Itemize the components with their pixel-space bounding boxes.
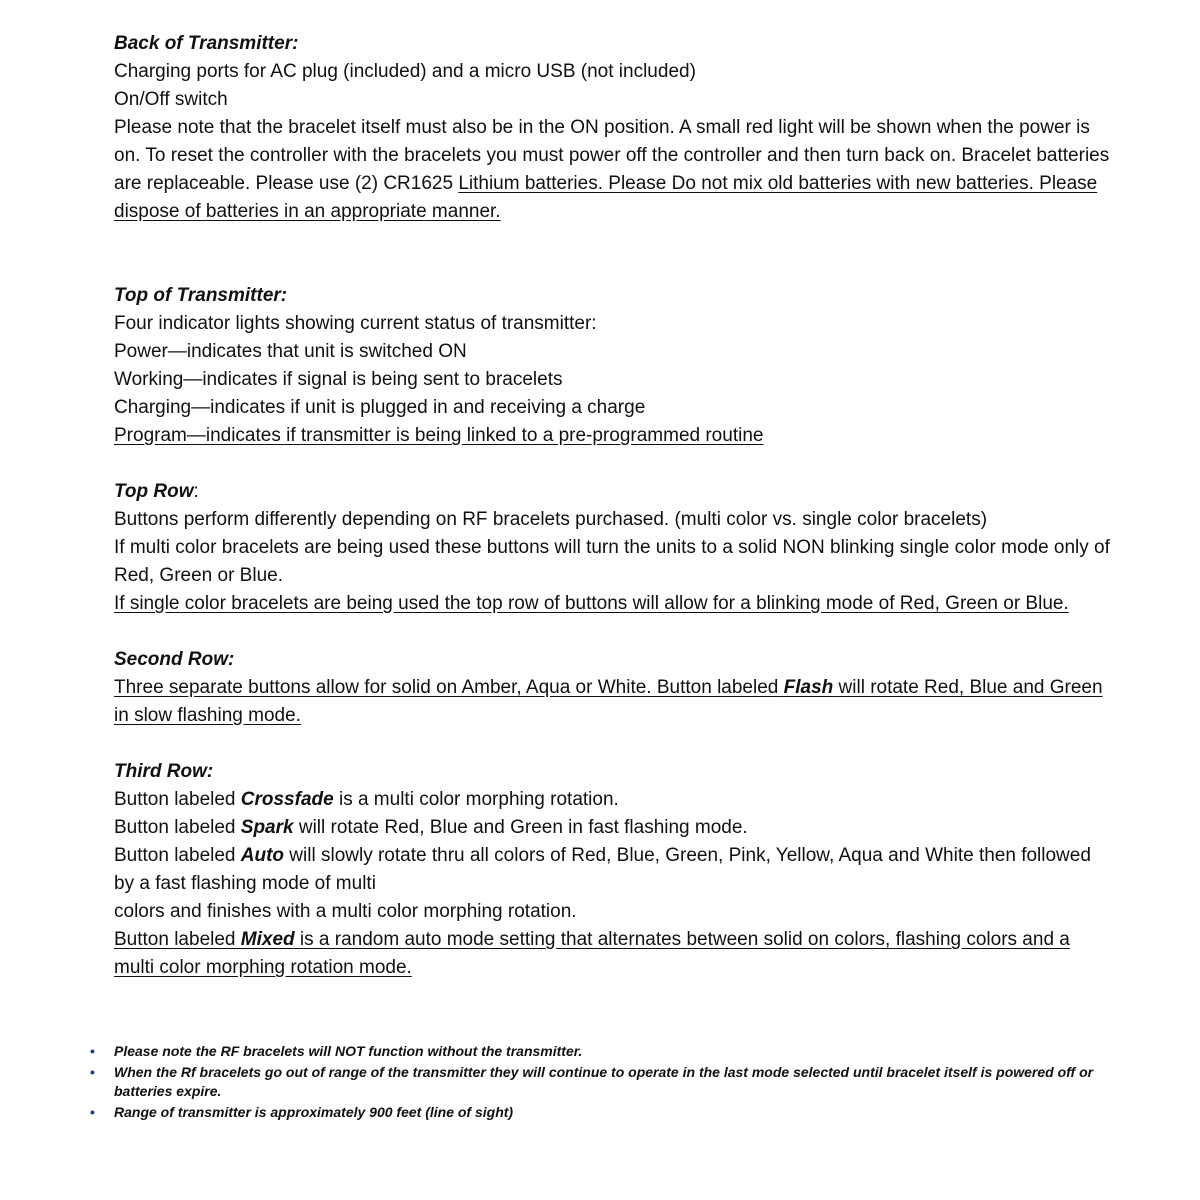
spacer (114, 450, 1114, 478)
top-row-line-multi-color: If multi color bracelets are being used these buttons will turn the units to a solid NON blinking single color mode only of Red, Green or Blue. (114, 537, 1110, 586)
auto-after: will slowly rotate thru all colors of Red, Blue, Green, Pink, Yellow, Aqua and White then followed by a fast flashing mode of multi (114, 845, 1091, 894)
top-line-indicator-lights: Four indicator lights showing current status of transmitter: (114, 313, 597, 334)
back-line-note (114, 114, 1114, 226)
auto-before: Button labeled (114, 845, 241, 866)
section-top-row (114, 478, 1114, 618)
heading-back-of-transmitter: Back of Transmitter: (114, 33, 299, 54)
auto-label: Auto (240, 845, 285, 866)
spacer (114, 730, 1114, 758)
bullet-icon: • (90, 1104, 95, 1120)
mixed-before: Button labeled (114, 929, 241, 950)
third-row-line-auto-continued: colors and finishes with a multi color morphing rotation. (114, 901, 577, 922)
third-row-line-crossfade (114, 786, 1114, 814)
heading-top-row (114, 478, 1114, 506)
note-text: Please note the RF bracelets will NOT function without the transmitter. (114, 1043, 583, 1059)
section-second-row (114, 646, 1114, 730)
second-row-text-before: Three separate buttons allow for solid on Amber, Aqua or White. Button labeled (114, 677, 784, 698)
second-row-text-after: will rotate Red, Blue and Green in slow flashing mode. (114, 677, 1103, 726)
heading-second-row: Second Row: (114, 649, 235, 670)
spacer (114, 618, 1114, 646)
back-line-on-off-switch: On/Off switch (114, 89, 228, 110)
section-top-of-transmitter (114, 282, 1114, 450)
third-row-line-auto (114, 842, 1114, 898)
heading-top-row-colon: : (193, 481, 199, 502)
spark-after: will rotate Red, Blue and Green in fast flashing mode. (293, 817, 748, 838)
back-battery-warning: Lithium batteries. Please Do not mix old batteries with new batteries. Please dispose of batteries in an appropriate manner. (114, 173, 1098, 222)
spark-before: Button labeled (114, 817, 241, 838)
second-row-line (114, 674, 1114, 730)
bullet-icon: • (90, 1064, 95, 1080)
top-line-charging: Charging—indicates if unit is plugged in and receiving a charge (114, 397, 646, 418)
crossfade-after: is a multi color morphing rotation. (333, 789, 619, 810)
section-third-row (114, 758, 1114, 982)
list-item (86, 1103, 1126, 1122)
instruction-document (114, 30, 1114, 982)
third-row-line-mixed (114, 926, 1114, 982)
back-line-charging-ports: Charging ports for AC plug (included) and a micro USB (not included) (114, 61, 696, 82)
top-row-line-single-color: If single color bracelets are being used the top row of buttons will allow for a blinking mode of Red, Green or Blue. (114, 593, 1069, 614)
spark-label: Spark (240, 817, 294, 838)
list-item (86, 1042, 1126, 1061)
note-text: When the Rf bracelets go out of range of the transmitter they will continue to operate in the last mode selected until bracelet itself is powered off or batteries expire. (114, 1064, 1094, 1099)
mixed-after: is a random auto mode setting that alternates between solid on colors, flashing colors and a multi color morphing rotation mode. (114, 929, 1070, 978)
bullet-icon: • (90, 1043, 95, 1059)
spacer (114, 226, 1114, 282)
back-note-text: Please note that the bracelet itself must also be in the ON position. A small red light will be shown when the power is on. To reset the controller with the bracelets you must power off the controller and then turn back on. Bracelet batteries are replaceable. Please use (2) CR1625 (114, 117, 1110, 194)
top-line-working: Working—indicates if signal is being sent to bracelets (114, 369, 563, 390)
mixed-label: Mixed (240, 929, 295, 950)
top-line-program: Program—indicates if transmitter is being linked to a pre-programmed routine (114, 425, 764, 446)
heading-top-row-label: Top Row (114, 481, 194, 502)
heading-third-row: Third Row: (114, 761, 214, 782)
second-row-flash-label: Flash (783, 677, 834, 698)
list-item (86, 1063, 1126, 1101)
crossfade-label: Crossfade (240, 789, 334, 810)
top-line-power: Power—indicates that unit is switched ON (114, 341, 467, 362)
section-back-of-transmitter (114, 30, 1114, 226)
crossfade-before: Button labeled (114, 789, 241, 810)
notes-list (86, 1042, 1126, 1124)
heading-top-of-transmitter: Top of Transmitter: (114, 285, 288, 306)
third-row-line-spark (114, 814, 1114, 842)
note-text: Range of transmitter is approximately 900 feet (line of sight) (114, 1104, 514, 1120)
top-row-line-buttons: Buttons perform differently depending on RF bracelets purchased. (multi color vs. single color bracelets) (114, 509, 988, 530)
